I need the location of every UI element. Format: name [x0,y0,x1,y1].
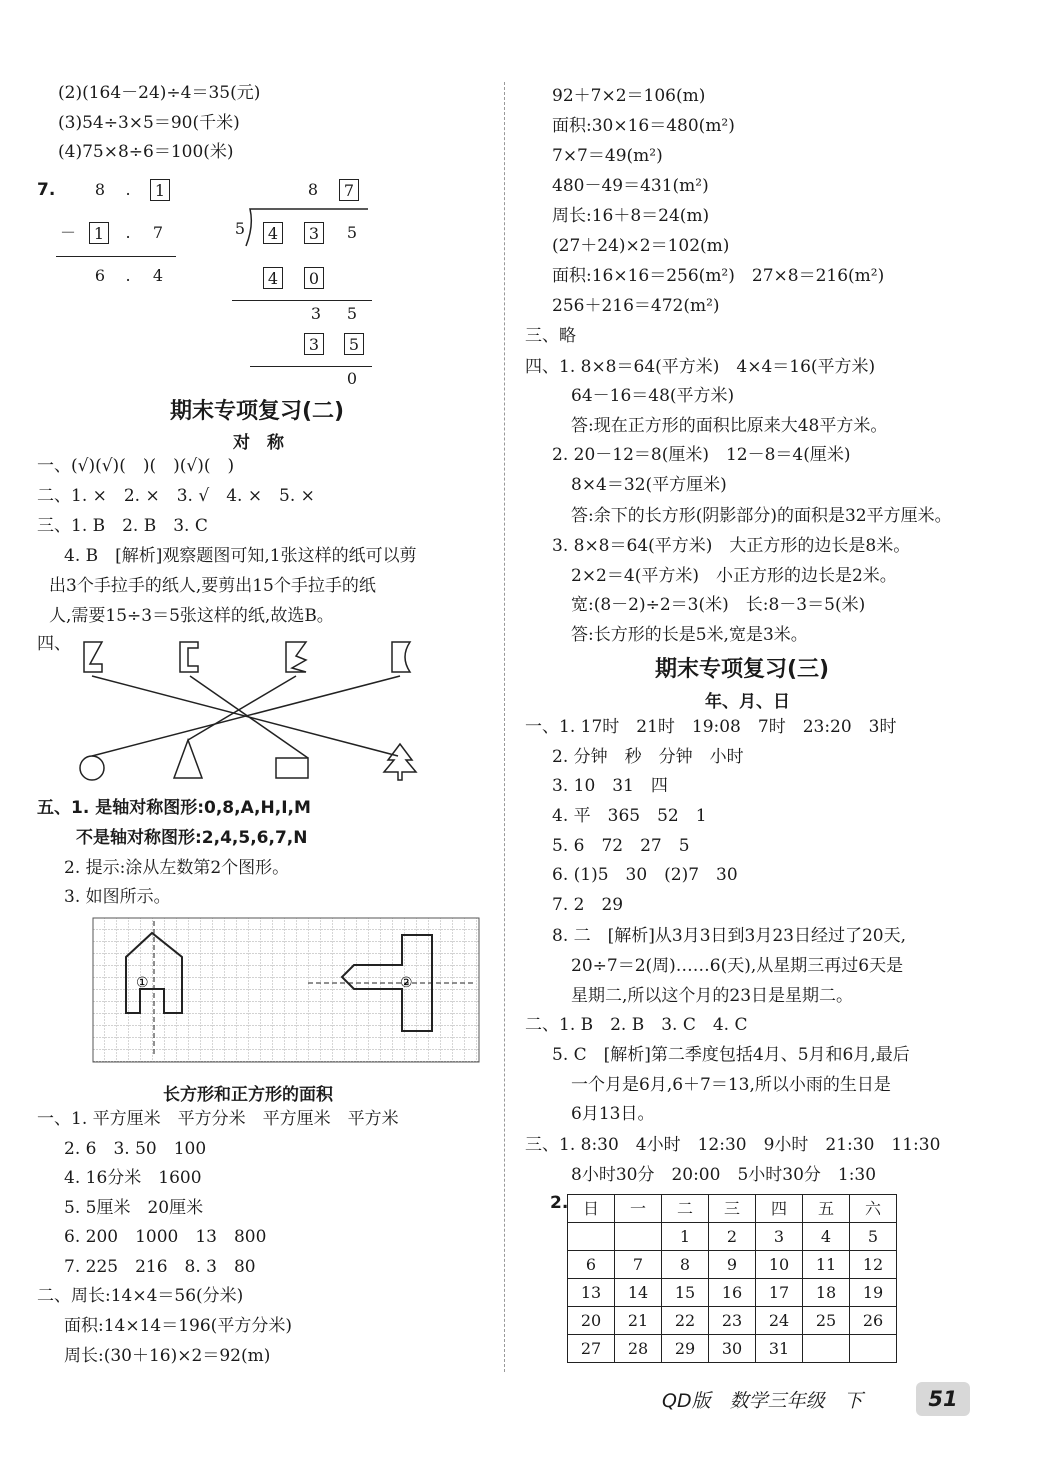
calendar-cell: 13 [568,1279,615,1307]
answer-line: 出3个手拉手的纸人,要剪出15个手拉手的纸 [49,576,376,596]
answer-line: 周长:(30＋16)×2＝92(m) [64,1346,271,1366]
answer-line: 宽:(8－2)÷2＝3(米) 长:8－3＝5(米) [571,595,866,615]
line-2: (2)(164－24)÷4＝35(元) [58,83,261,103]
answer-line: 不是轴对称图形:2,4,5,6,7,N [76,828,308,848]
calendar-cell: 16 [709,1279,756,1307]
answer-line: 7. 225 216 8. 3 80 [64,1257,256,1277]
subsection-title: 年、月、日 [705,692,790,712]
digit: 7 [152,223,164,242]
calendar-cell: 31 [756,1335,803,1363]
rule [250,366,372,367]
calendar-cell: 28 [615,1335,662,1363]
answer-line: 三、1. 8:30 4小时 12:30 9小时 21:30 11:30 [525,1135,941,1155]
calendar-cell: 9 [709,1251,756,1279]
section-title: 期末专项复习(三) [655,657,830,682]
calendar-row [568,1251,897,1279]
digit: 6 [94,266,106,285]
answer-line: 星期二,所以这个月的23日是星期二。 [571,986,854,1006]
digit: 8 [94,180,106,199]
digit: 5 [346,304,358,323]
section-title: 期末专项复习(二) [170,399,345,424]
calendar-row [568,1335,897,1363]
calendar-table [567,1194,897,1363]
answer-line: 二、1. × 2. × 3. √ 4. × 5. × [37,486,315,506]
digit: 5 [346,223,358,242]
answer-line: 答:现在正方形的面积比原来大48平方米。 [571,416,888,436]
answer-box: 3 [304,333,324,355]
calendar-header-row [568,1195,897,1223]
quotient-digit: 8 [307,180,319,199]
answer-line: 2. 20－12＝8(厘米) 12－8＝4(厘米) [552,445,851,465]
answer-box: 7 [339,179,359,201]
calendar-cell: 29 [662,1335,709,1363]
answer-line: 三、略 [525,326,576,346]
answer-line: 答:长方形的长是5米,宽是3米。 [571,625,808,645]
answer-line: 3. 如图所示。 [64,887,171,907]
answer-box: 1 [89,222,109,244]
answer-line: 四、 [37,634,71,654]
answer-line: 64－16＝48(平方米) [571,386,735,406]
answer-line: 一、1. 17时 21时 19:08 7时 23:20 3时 [525,717,897,737]
calendar-header-cell: 五 [803,1195,850,1223]
answer-box: 4 [263,222,283,244]
answer-line: 480－49＝431(m²) [552,176,709,196]
answer-box: 3 [304,222,324,244]
answer-line: 8. 二 [解析]从3月3日到3月23日经过了20天, [552,926,907,946]
calendar-cell: 4 [803,1223,850,1251]
answer-line: 7×7＝49(m²) [552,146,663,166]
line-4: (4)75×8÷6＝100(米) [58,142,234,162]
answer-line: 2. 6 3. 50 100 [64,1139,207,1159]
answer-line: 面积:30×16＝480(m²) [552,116,735,136]
dot: . [125,180,131,199]
answer-line: 5. C [解析]第二季度包括4月、5月和6月,最后 [552,1045,910,1065]
answer-line: 92＋7×2＝106(m) [552,86,706,106]
answer-line: 5. 5厘米 20厘米 [64,1198,204,1218]
digit: 0 [346,369,358,388]
page-number: 51 [916,1382,970,1416]
calendar-cell: 30 [709,1335,756,1363]
rule [56,256,176,257]
grid-figure [92,917,482,1065]
digit: 4 [152,266,164,285]
calendar-cell: 10 [756,1251,803,1279]
calendar-cell: 22 [662,1307,709,1335]
subsection-title: 长方形和正方形的面积 [163,1085,333,1105]
calendar-cell: 15 [662,1279,709,1307]
answer-line: 20÷7＝2(周)……6(天),从星期三再过6天是 [571,956,904,976]
answer-line: 二、1. B 2. B 3. C 4. C [525,1015,748,1035]
calendar-cell: 26 [850,1307,897,1335]
column-divider [504,82,505,1372]
rule [232,300,372,301]
answer-line: 5. 6 72 27 5 [552,836,690,856]
answer-line: 2. 分钟 秒 分钟 小时 [552,747,744,767]
matching-figure [70,636,430,786]
calendar-cell: 24 [756,1307,803,1335]
calendar-cell: 5 [850,1223,897,1251]
answer-line: 人,需要15÷3＝5张这样的纸,故选B。 [49,606,334,626]
dot: . [125,223,131,242]
calendar-row [568,1307,897,1335]
calendar-cell: 20 [568,1307,615,1335]
calendar-cell: 23 [709,1307,756,1335]
grid-label: ① [136,975,149,991]
answer-line: 4. 16分米 1600 [64,1168,202,1188]
answer-line: 二、周长:14×4＝56(分米) [37,1286,244,1306]
calendar-cell: 25 [803,1307,850,1335]
q7-number: 7. [37,180,56,200]
answer-box: 0 [304,267,324,289]
footer-edition: QD版 数学三年级 下 [662,1390,863,1412]
calendar-header-cell: 四 [756,1195,803,1223]
calendar-cell: 7 [615,1251,662,1279]
answer-line: 面积:14×14＝196(平方分米) [64,1316,292,1336]
dot: . [125,266,131,285]
calendar-header-cell: 日 [568,1195,615,1223]
answer-line: 6月13日。 [571,1104,655,1124]
calendar-cell: 27 [568,1335,615,1363]
calendar-cell [615,1223,662,1251]
divisor: 5 [234,219,246,238]
calendar-cell: 1 [662,1223,709,1251]
answer-line: 一、(√)(√)( )( )(√)( ) [37,456,235,476]
calendar-header-cell: 六 [850,1195,897,1223]
answer-line: 8小时30分 20:00 5小时30分 1:30 [571,1165,877,1185]
answer-box: 5 [344,333,364,355]
calendar-cell: 12 [850,1251,897,1279]
answer-line: 7. 2 29 [552,895,624,915]
calendar-cell: 17 [756,1279,803,1307]
calendar-cell: 3 [756,1223,803,1251]
answer-line: 6. 200 1000 13 800 [64,1227,267,1247]
answer-line: 四、1. 8×8＝64(平方米) 4×4＝16(平方米) [525,357,876,377]
answer-line: 3. 10 31 四 [552,776,668,796]
answer-line: 4. B [解析]观察题图可知,1张这样的纸可以剪 [64,546,417,566]
answer-line: 2. [550,1193,569,1213]
answer-line: 三、1. B 2. B 3. C [37,516,208,536]
calendar-header-cell: 二 [662,1195,709,1223]
calendar-cell [803,1335,850,1363]
digit: 3 [310,304,322,323]
calendar-cell: 8 [662,1251,709,1279]
calendar-cell [568,1223,615,1251]
calendar-cell [850,1335,897,1363]
answer-line: 一、1. 平方厘米 平方分米 平方厘米 平方米 [37,1109,399,1129]
answer-line: (27＋24)×2＝102(m) [552,236,730,256]
calendar-cell: 21 [615,1307,662,1335]
answer-line: 8×4＝32(平方厘米) [571,475,727,495]
answer-line: 2×2＝4(平方米) 小正方形的边长是2米。 [571,566,897,586]
answer-line: 3. 8×8＝64(平方米) 大正方形的边长是8米。 [552,536,911,556]
minus-sign: － [59,223,76,242]
answer-line: 4. 平 365 52 1 [552,806,707,826]
calendar-cell: 6 [568,1251,615,1279]
answer-line: 面积:16×16＝256(m²) 27×8＝216(m²) [552,266,885,286]
answer-line: 6. (1)5 30 (2)7 30 [552,865,738,885]
answer-box: 1 [150,179,170,201]
answer-line: 一个月是6月,6＋7＝13,所以小雨的生日是 [571,1075,891,1095]
grid-label: ② [400,975,413,991]
calendar-cell: 14 [615,1279,662,1307]
answer-line: 周长:16＋8＝24(m) [552,206,710,226]
subsection-title: 对 称 [233,433,284,453]
answer-line: 答:余下的长方形(阴影部分)的面积是32平方厘米。 [571,506,952,526]
calendar-row [568,1279,897,1307]
answer-line: 256＋216＝472(m²) [552,296,720,316]
calendar-cell: 18 [803,1279,850,1307]
line-3: (3)54÷3×5＝90(千米) [58,113,240,133]
calendar-cell: 19 [850,1279,897,1307]
calendar-header-cell: 一 [615,1195,662,1223]
calendar-row [568,1223,897,1251]
calendar-cell: 2 [709,1223,756,1251]
calendar-cell: 11 [803,1251,850,1279]
answer-line: 2. 提示:涂从左数第2个图形。 [64,858,290,878]
calendar-header-cell: 三 [709,1195,756,1223]
answer-box: 4 [263,267,283,289]
answer-line: 五、1. 是轴对称图形:0,8,A,H,I,M [37,798,311,818]
